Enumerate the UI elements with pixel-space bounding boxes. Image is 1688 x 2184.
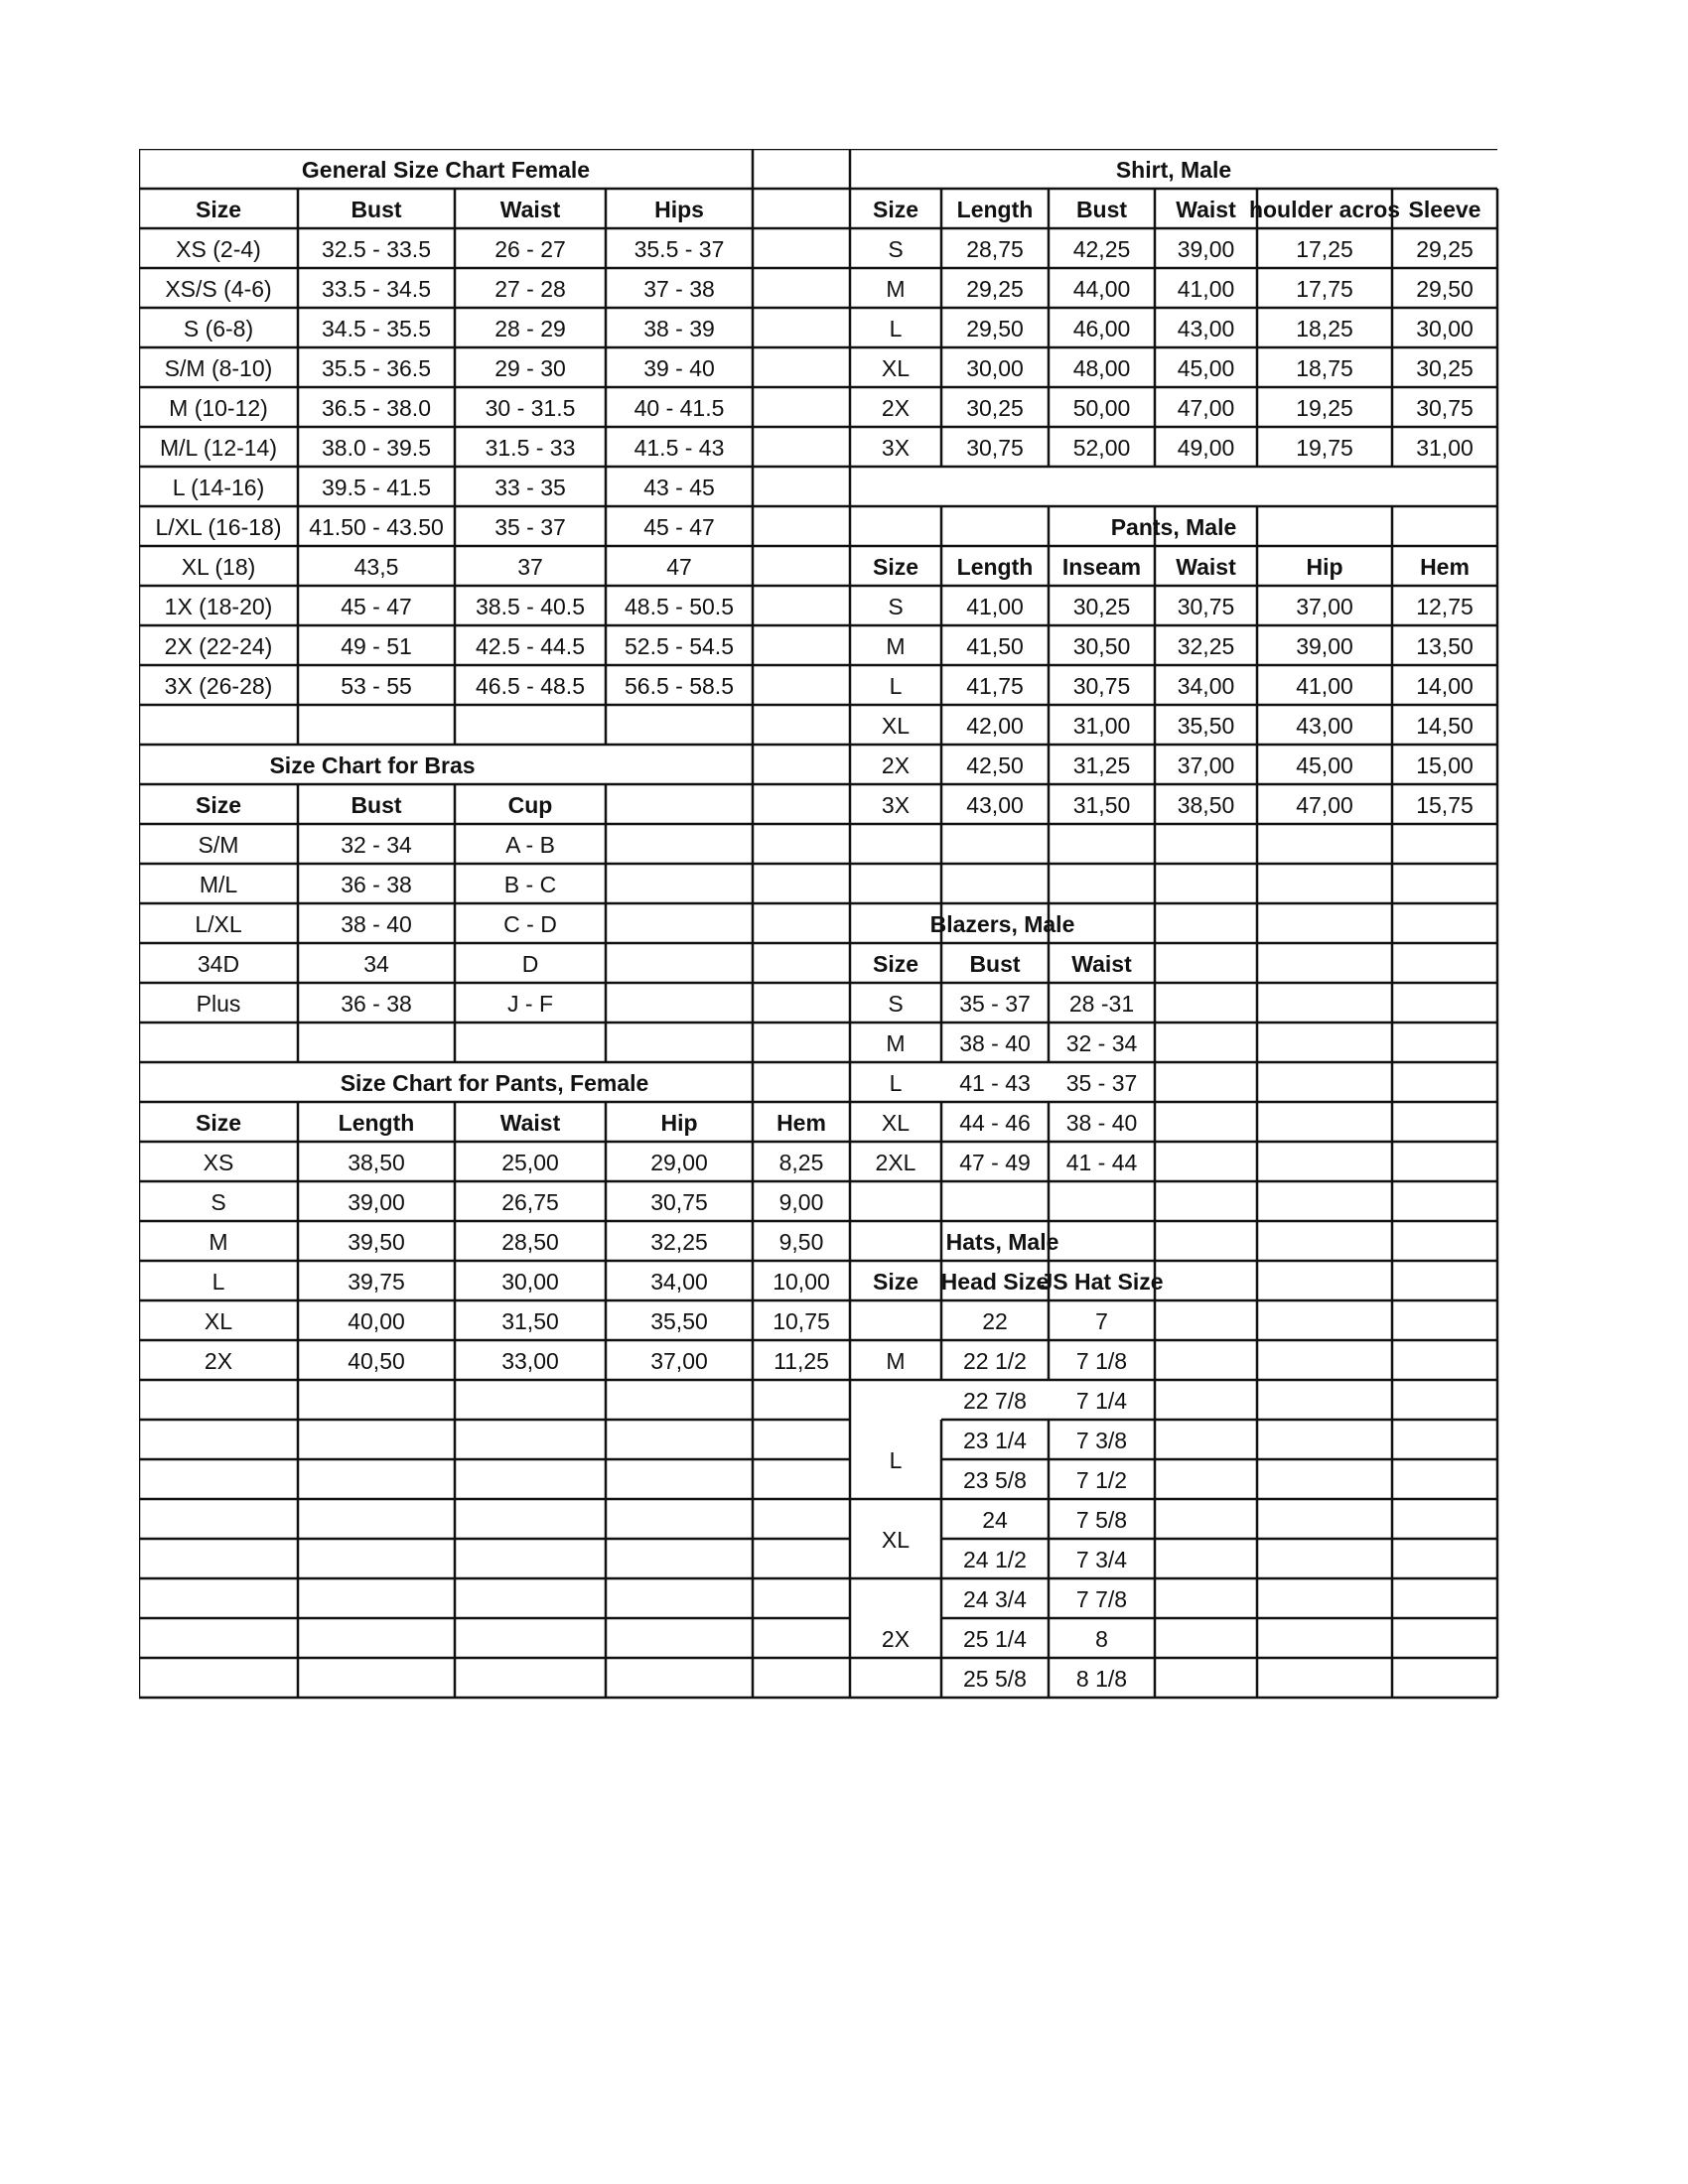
female-general-header: Size: [195, 197, 242, 222]
table-cell: 2X: [204, 1348, 233, 1374]
table-cell: 7 3/8: [1075, 1428, 1128, 1453]
table-cell: 35 - 37: [494, 514, 566, 540]
table-cell: 39,00: [1296, 633, 1353, 659]
pants-male-header: Hip: [1306, 554, 1343, 580]
table-cell: 52.5 - 54.5: [625, 633, 734, 659]
table-cell: 34D: [197, 951, 240, 977]
table-cell: 41 - 43: [959, 1070, 1031, 1096]
table-cell: 31,50: [501, 1308, 559, 1334]
table-cell: S (6-8): [183, 316, 254, 341]
table-cell: 44 - 46: [959, 1110, 1031, 1136]
table-cell: 39.5 - 41.5: [322, 475, 431, 500]
table-cell: 39,00: [348, 1189, 405, 1215]
table-cell: 7 1/8: [1075, 1348, 1128, 1374]
table-cell: 30,25: [1416, 355, 1474, 381]
table-cell: 41 - 44: [1065, 1150, 1138, 1175]
table-cell: L: [889, 1070, 903, 1096]
table-cell: 37,00: [1177, 752, 1235, 778]
size-chart-sheet: [139, 149, 1509, 1722]
table-cell: C - D: [503, 911, 557, 937]
table-cell: 2X (22-24): [164, 633, 273, 659]
table-cell: 38 - 40: [1065, 1110, 1138, 1136]
table-cell: 49 - 51: [341, 633, 412, 659]
table-cell: 45 - 47: [643, 514, 715, 540]
table-cell: XS: [203, 1150, 234, 1175]
table-cell: 37,00: [650, 1348, 708, 1374]
table-cell: L (14-16): [172, 475, 265, 500]
table-cell: 47: [666, 554, 692, 580]
bras-header: Size: [195, 792, 242, 818]
table-cell: 30,25: [966, 395, 1024, 421]
table-cell: 46.5 - 48.5: [476, 673, 585, 699]
hats-male-header: Head Size: [940, 1269, 1050, 1295]
shirt-male-header: Waist: [1176, 197, 1236, 222]
table-cell: 56.5 - 58.5: [625, 673, 734, 699]
table-cell: 9,50: [778, 1229, 824, 1255]
table-cell: 27 - 28: [494, 276, 566, 302]
table-cell: XL (18): [181, 554, 256, 580]
table-cell: 25 5/8: [963, 1666, 1027, 1692]
table-cell: M/L (12-14): [159, 435, 278, 461]
table-cell: 29,00: [650, 1150, 708, 1175]
table-cell: L: [889, 316, 903, 341]
table-cell: 8: [1095, 1626, 1108, 1652]
table-cell: 25,00: [501, 1150, 559, 1175]
female-pants-header: Size: [195, 1110, 242, 1136]
table-cell: Plus: [196, 991, 241, 1017]
table-cell: XS/S (4-6): [165, 276, 272, 302]
table-cell: S: [888, 236, 904, 262]
table-cell: 30,00: [966, 355, 1024, 381]
table-cell: 43,00: [1296, 713, 1353, 739]
table-cell: 45,00: [1177, 355, 1235, 381]
table-cell: 41,00: [1296, 673, 1353, 699]
table-cell: M (10-12): [169, 395, 268, 421]
pants-male-header: Size: [872, 554, 919, 580]
table-cell: 22 1/2: [963, 1348, 1027, 1374]
bras-title: Size Chart for Bras: [269, 752, 476, 778]
table-cell: 39,75: [348, 1269, 405, 1295]
table-cell: 39 - 40: [643, 355, 715, 381]
shirt-male-title: Shirt, Male: [1115, 157, 1232, 183]
table-cell: 30,75: [1177, 594, 1235, 619]
pants-male-header: Waist: [1176, 554, 1236, 580]
table-cell: 28,75: [966, 236, 1024, 262]
table-cell: 43,5: [353, 554, 399, 580]
hat-size-group: L: [889, 1447, 903, 1473]
table-cell: 38 - 39: [643, 316, 715, 341]
female-general-header: Bust: [351, 197, 402, 222]
table-cell: XL: [881, 1110, 911, 1136]
table-cell: 35.5 - 37: [633, 236, 725, 262]
table-cell: 39,00: [1177, 236, 1235, 262]
blazers-male-title: Blazers, Male: [929, 911, 1075, 937]
pants-male-title: Pants, Male: [1110, 514, 1237, 540]
size-chart-grid: [139, 149, 1509, 1717]
table-cell: 30,00: [1416, 316, 1474, 341]
table-cell: 36 - 38: [341, 991, 412, 1017]
table-cell: L/XL (16-18): [155, 514, 282, 540]
table-cell: 38,50: [348, 1150, 405, 1175]
table-cell: 41.50 - 43.50: [309, 514, 444, 540]
table-cell: 43,00: [1177, 316, 1235, 341]
table-cell: 18,75: [1296, 355, 1353, 381]
table-cell: 2XL: [875, 1150, 916, 1175]
table-cell: 8,25: [778, 1150, 824, 1175]
hat-size-group: 2X: [881, 1626, 911, 1652]
table-cell: 47 - 49: [959, 1150, 1031, 1175]
table-cell: 30,25: [1072, 594, 1131, 619]
table-cell: 29,50: [1416, 276, 1474, 302]
shirt-male-header: Bust: [1075, 197, 1128, 222]
table-cell: 38 - 40: [959, 1030, 1031, 1056]
table-cell: 31,50: [1072, 792, 1131, 818]
table-cell: 3X (26-28): [164, 673, 273, 699]
table-cell: 10,75: [773, 1308, 830, 1334]
shirt-male-header: houlder acros: [1248, 197, 1401, 222]
table-cell: 14,50: [1416, 713, 1474, 739]
hats-male-title: Hats, Male: [945, 1229, 1059, 1255]
table-cell: 28,50: [501, 1229, 559, 1255]
table-cell: L: [211, 1269, 225, 1295]
table-cell: 35.5 - 36.5: [322, 355, 431, 381]
table-cell: XS (2-4): [176, 236, 261, 262]
shirt-male-header: Size: [872, 197, 919, 222]
hat-size-group: M: [886, 1348, 906, 1374]
table-cell: 3X: [881, 435, 911, 461]
table-cell: 32 - 34: [341, 832, 412, 858]
female-pants-title: Size Chart for Pants, Female: [340, 1070, 649, 1096]
table-cell: 28 - 29: [494, 316, 566, 341]
table-cell: 48.5 - 50.5: [625, 594, 734, 619]
female-general-title: General Size Chart Female: [301, 157, 591, 183]
hat-size-group: XL: [881, 1527, 911, 1553]
table-cell: 11,25: [774, 1348, 829, 1374]
pants-male-header: Hem: [1420, 554, 1470, 580]
table-cell: 45,00: [1296, 752, 1353, 778]
table-cell: 32.5 - 33.5: [322, 236, 431, 262]
table-cell: 29,25: [1416, 236, 1474, 262]
table-cell: 30,75: [1416, 395, 1474, 421]
table-cell: 29,25: [966, 276, 1024, 302]
table-cell: 40,00: [348, 1308, 405, 1334]
table-cell: 53 - 55: [341, 673, 412, 699]
table-cell: 48,00: [1072, 355, 1131, 381]
table-cell: 35 - 37: [959, 991, 1031, 1017]
table-cell: 34.5 - 35.5: [322, 316, 431, 341]
table-cell: XL: [204, 1308, 233, 1334]
table-cell: 34,00: [1177, 673, 1235, 699]
table-cell: 22: [982, 1308, 1008, 1334]
table-cell: 42,50: [966, 752, 1024, 778]
table-cell: 43,00: [966, 792, 1024, 818]
blazers-male-header: Bust: [969, 951, 1021, 977]
table-cell: 41,50: [966, 633, 1024, 659]
table-cell: 29,50: [966, 316, 1024, 341]
female-pants-header: Waist: [499, 1110, 561, 1136]
table-cell: 37,00: [1296, 594, 1353, 619]
table-cell: 42,25: [1072, 236, 1131, 262]
shirt-male-header: Sleeve: [1408, 197, 1481, 222]
table-cell: 37 - 38: [643, 276, 715, 302]
table-cell: 13,50: [1416, 633, 1474, 659]
table-cell: 41,75: [966, 673, 1024, 699]
table-cell: 12,75: [1416, 594, 1474, 619]
table-cell: 30,75: [650, 1189, 708, 1215]
table-cell: M: [886, 1030, 906, 1056]
table-cell: 41,00: [966, 594, 1024, 619]
female-general-header: Waist: [499, 197, 561, 222]
table-cell: 2X: [881, 395, 911, 421]
table-cell: 31,00: [1416, 435, 1474, 461]
table-cell: 44,00: [1072, 276, 1131, 302]
table-cell: 43 - 45: [643, 475, 715, 500]
table-cell: 33,00: [501, 1348, 559, 1374]
pants-male-header: Inseam: [1061, 554, 1142, 580]
table-cell: 10,00: [773, 1269, 830, 1295]
table-cell: 34,00: [650, 1269, 708, 1295]
female-pants-header: Length: [338, 1110, 415, 1136]
table-cell: S: [888, 594, 904, 619]
table-cell: 7 7/8: [1075, 1586, 1128, 1612]
table-cell: M: [886, 276, 906, 302]
table-cell: S: [888, 991, 904, 1017]
table-cell: 30,00: [501, 1269, 559, 1295]
table-cell: 19,25: [1296, 395, 1353, 421]
table-cell: 25 1/4: [963, 1626, 1027, 1652]
female-general-header: Hips: [654, 197, 704, 222]
table-cell: 15,75: [1416, 792, 1474, 818]
table-cell: 22 7/8: [963, 1388, 1027, 1414]
table-cell: 9,00: [778, 1189, 824, 1215]
table-cell: XL: [881, 713, 911, 739]
table-cell: 28 -31: [1068, 991, 1135, 1017]
table-cell: 40 - 41.5: [633, 395, 725, 421]
table-cell: 17,75: [1296, 276, 1353, 302]
table-cell: 18,25: [1296, 316, 1353, 341]
table-cell: M: [886, 633, 906, 659]
table-cell: 36.5 - 38.0: [322, 395, 431, 421]
table-cell: 26,75: [501, 1189, 559, 1215]
table-cell: J - F: [507, 991, 553, 1017]
table-cell: 41,00: [1177, 276, 1235, 302]
table-cell: D: [521, 951, 539, 977]
table-cell: S: [211, 1189, 226, 1215]
table-cell: 7 1/4: [1075, 1388, 1128, 1414]
table-cell: L: [889, 673, 903, 699]
shirt-male-header: Length: [956, 197, 1034, 222]
table-cell: 38 - 40: [341, 911, 412, 937]
table-cell: 30,50: [1072, 633, 1131, 659]
female-pants-header: Hip: [660, 1110, 698, 1136]
table-cell: 31.5 - 33: [485, 435, 576, 461]
table-cell: 49,00: [1177, 435, 1235, 461]
table-cell: 45 - 47: [341, 594, 412, 619]
table-cell: M: [209, 1229, 228, 1255]
table-cell: 31,25: [1072, 752, 1131, 778]
table-cell: 38.0 - 39.5: [322, 435, 431, 461]
table-cell: 24: [982, 1507, 1008, 1533]
blazers-male-header: Waist: [1071, 951, 1132, 977]
bras-header: Cup: [507, 792, 553, 818]
table-cell: 30,75: [1072, 673, 1131, 699]
table-cell: 42,00: [966, 713, 1024, 739]
table-cell: 30 - 31.5: [485, 395, 576, 421]
table-cell: XL: [881, 355, 911, 381]
table-cell: 38.5 - 40.5: [476, 594, 585, 619]
table-cell: 41.5 - 43: [633, 435, 725, 461]
table-cell: 1X (18-20): [164, 594, 273, 619]
table-cell: 42.5 - 44.5: [476, 633, 585, 659]
table-cell: 52,00: [1072, 435, 1131, 461]
table-cell: 3X: [881, 792, 911, 818]
table-cell: 33 - 35: [494, 475, 566, 500]
table-cell: 46,00: [1072, 316, 1131, 341]
table-cell: 32,25: [1177, 633, 1235, 659]
table-cell: 24 3/4: [963, 1586, 1027, 1612]
hats-male-header: JS Hat Size: [1040, 1269, 1164, 1295]
pants-male-header: Length: [956, 554, 1034, 580]
table-cell: 31,00: [1072, 713, 1131, 739]
table-cell: 34: [363, 951, 389, 977]
table-cell: 2X: [881, 752, 911, 778]
bras-header: Bust: [351, 792, 402, 818]
table-cell: 7 1/2: [1075, 1467, 1128, 1493]
table-cell: 50,00: [1072, 395, 1131, 421]
table-cell: 40,50: [348, 1348, 405, 1374]
table-cell: 39,50: [348, 1229, 405, 1255]
table-cell: 32 - 34: [1065, 1030, 1138, 1056]
table-cell: 32,25: [650, 1229, 708, 1255]
table-cell: 35,50: [650, 1308, 708, 1334]
table-cell: 29 - 30: [494, 355, 566, 381]
table-cell: 36 - 38: [341, 872, 412, 897]
table-cell: 37: [517, 554, 543, 580]
table-cell: M/L: [199, 872, 238, 897]
female-pants-header: Hem: [776, 1110, 826, 1136]
table-cell: 7 3/4: [1075, 1547, 1128, 1572]
table-cell: 38,50: [1177, 792, 1235, 818]
blazers-male-header: Size: [872, 951, 919, 977]
table-cell: 8 1/8: [1075, 1666, 1128, 1692]
table-cell: A - B: [505, 832, 555, 858]
table-cell: 14,00: [1416, 673, 1474, 699]
table-cell: S/M (8-10): [164, 355, 273, 381]
table-cell: 26 - 27: [494, 236, 566, 262]
table-cell: 35,50: [1177, 713, 1235, 739]
table-cell: B - C: [503, 872, 557, 897]
table-cell: 19,75: [1296, 435, 1353, 461]
table-cell: 24 1/2: [963, 1547, 1027, 1572]
table-cell: 47,00: [1177, 395, 1235, 421]
table-cell: 47,00: [1296, 792, 1353, 818]
table-cell: 7: [1095, 1308, 1108, 1334]
table-cell: 15,00: [1416, 752, 1474, 778]
table-cell: 23 5/8: [963, 1467, 1027, 1493]
table-cell: 33.5 - 34.5: [322, 276, 431, 302]
table-cell: 30,75: [966, 435, 1024, 461]
table-cell: 35 - 37: [1065, 1070, 1138, 1096]
table-cell: L/XL: [195, 911, 242, 937]
table-cell: S/M: [198, 832, 239, 858]
table-cell: 7 5/8: [1075, 1507, 1128, 1533]
table-cell: 23 1/4: [963, 1428, 1027, 1453]
table-cell: 17,25: [1296, 236, 1353, 262]
hats-male-header: Size: [872, 1269, 919, 1295]
